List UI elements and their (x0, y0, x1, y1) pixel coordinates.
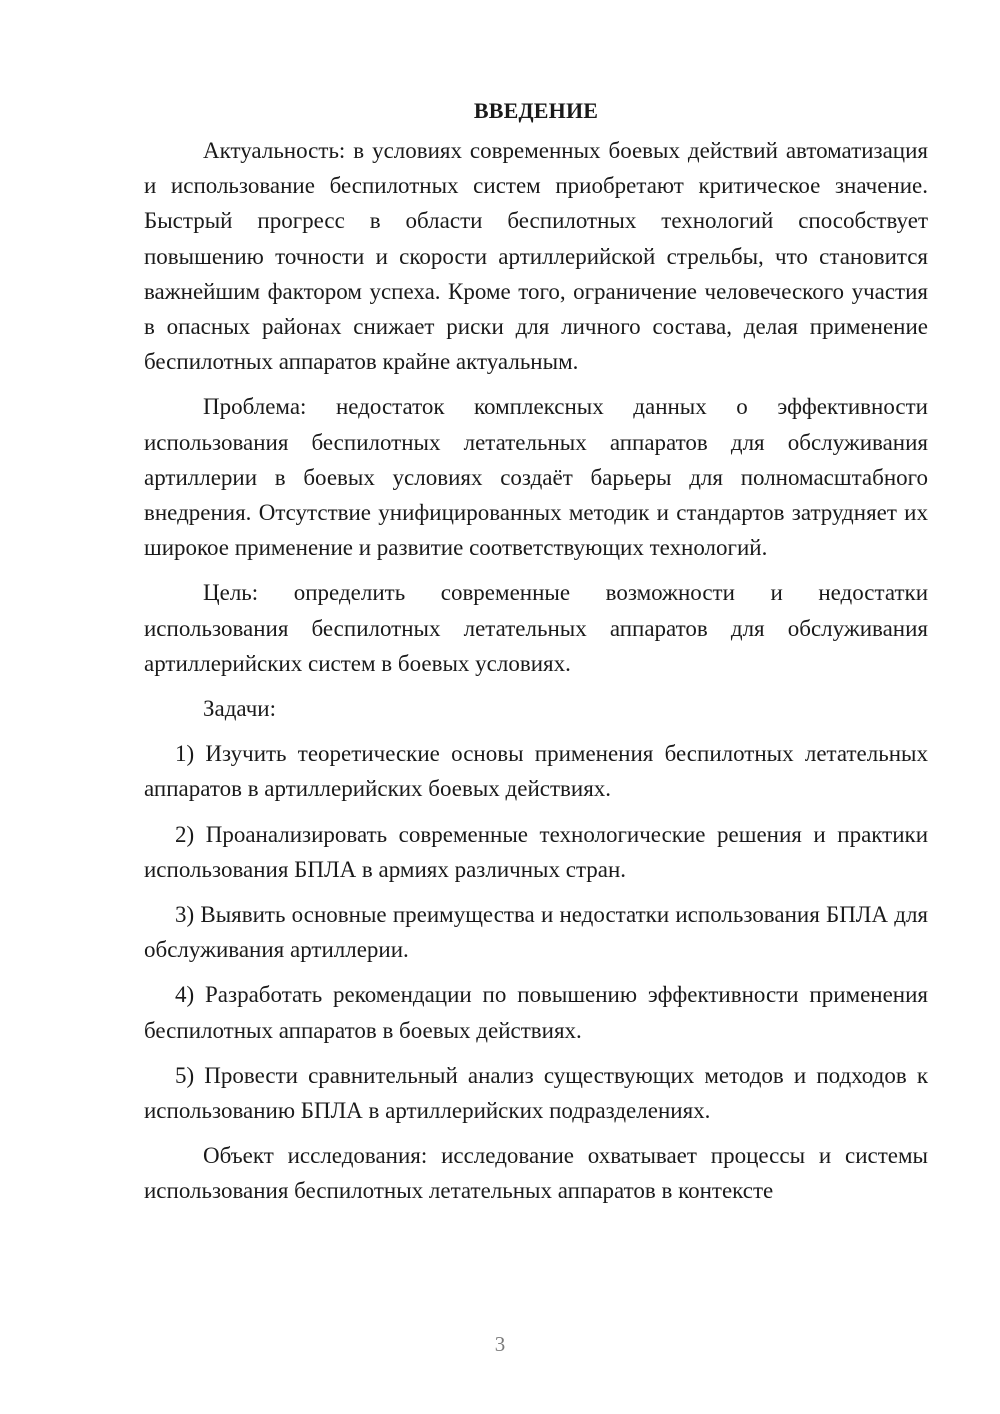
object-paragraph: Объект исследования: исследование охватывает процессы и системы использования беспилотных летательных аппаратов в контексте (144, 1143, 928, 1204)
tasks-list (144, 736, 928, 1128)
section-title: ВВЕДЕНИЕ (473, 98, 599, 123)
task-item-2: 2) Проанализировать современные технологические решения и практики использования БПЛА в армиях различных стран. (144, 821, 928, 882)
page-number: 3 (494, 1332, 506, 1356)
page-content (144, 93, 928, 1209)
tasks-heading: Задачи: (203, 696, 276, 722)
task-item-1: 1) Изучить теоретические основы применения беспилотных летательных аппаратов в артиллерийских боевых действиях. (144, 741, 928, 802)
task-item-5: 5) Провести сравнительный анализ существующих методов и подходов к использованию БПЛА в артиллерийских подразделениях. (144, 1062, 928, 1124)
task-item-4: 4) Разработать рекомендации по повышению эффективности применения беспилотных аппаратов в боевых действиях. (144, 982, 928, 1043)
problem-paragraph: Проблема: недостаток комплексных данных о эффективности использования беспилотных летательных аппаратов для обслуживания артиллерии в боевых условиях создаёт барьеры для полномасштабного внедрения. Отсутствие унифицированных методик и стандартов затрудняет их широкое применение и развитие соответствующих технологий. (144, 394, 928, 561)
relevance-paragraph: Актуальность: в условиях современных боевых действий автоматизация и использование беспилотных систем приобретают критическое значение. Быстрый прогресс в области беспилотных технологий способствует повышению точности и скорости артиллерийской стрельбы, что становится важнейшим фактором успеха. Кроме того, ограничение человеческого участия в опасных районах снижает риски для личного состава, делая применение беспилотных аппаратов крайне актуальным. (144, 138, 928, 375)
task-item-3: 3) Выявить основные преимущества и недостатки использования БПЛА для обслуживания артиллерии. (144, 902, 928, 963)
goal-paragraph: Цель: определить современные возможности и недостатки использования беспилотных летательных аппаратов для обслуживания артиллерийских систем в боевых условиях. (144, 580, 928, 676)
